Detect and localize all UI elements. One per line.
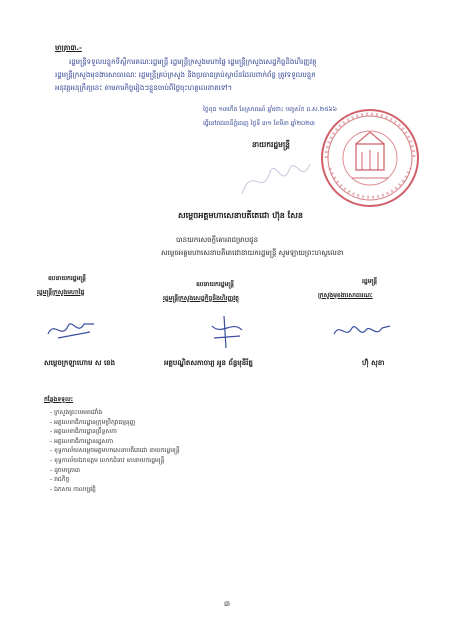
- cosigner-1-rank: ឧបនាយករដ្ឋមន្ត្រី: [48, 275, 86, 282]
- cc-list: [50, 408, 180, 494]
- page-number: ៣: [224, 600, 230, 608]
- cosigner-2-name: អគ្គបណ្ឌិតសភាចារ្យ អូន ព័ន្ធមុនីរ័ត្ន: [164, 359, 253, 367]
- solar-date: ធ្វើនៅរាជធានីភ្នំពេញ ថ្ងៃទី ៣១ ខែមីនា ឆ្នាំ២០២៣: [203, 120, 315, 127]
- lunar-date: ថ្ងៃពុធ ១៣កើត ខែស្រាពណ៍ ឆ្នាំថោះ បញ្ចស័ក ព.ស.២៥៦៦: [203, 106, 337, 113]
- article-body-line-3: អនុវត្តអនុក្រឹត្យនេះ តាមភារកិច្ចរៀងៗខ្លួនចាប់ពីថ្ងៃចុះហត្ថលេខាតទៅ។: [55, 84, 233, 92]
- cosigner-1-signature: [44, 316, 104, 344]
- cc-item: - រាជកិច្ច: [50, 476, 70, 484]
- cc-item: - អគ្គលេខាធិការដ្ឋានព្រឹទ្ធសភា: [50, 428, 117, 436]
- cosigner-3-rank: រដ្ឋមន្ត្រី: [362, 278, 378, 285]
- cosigner-2-signature: [204, 314, 250, 350]
- cosigner-3-name: ហ៊ុំ សុខា: [362, 359, 385, 367]
- submission-line-1: បានយកសេចក្តីគោរពជម្រាបជូន: [176, 236, 259, 244]
- cc-item: - អគ្គលេខាធិការដ្ឋានក្រុមប្រឹក្សាធម្មនុញ្ញ: [50, 418, 136, 426]
- article-body-line-1: រដ្ឋមន្ត្រីទទួលបន្ទុកទីស្តីការគណៈរដ្ឋមន្ត្រី រដ្ឋមន្ត្រីក្រសួងមហាផ្ទៃ រដ្ឋមន្ត្រីក្រសួងសេដ្ឋកិច្ចនិងហិរញ្ញវត្ថុ: [69, 58, 317, 66]
- pm-signature: [236, 154, 318, 204]
- article-body-line-2: រដ្ឋមន្ត្រីក្រសួងមុខងារសាធារណៈ រដ្ឋមន្ត្រីគ្រប់ក្រសួង និងប្រធានគ្រប់ស្ថាប័នដែលពាក់ព័ន្ធ ត្រូវទទួលបន្ទុក: [55, 71, 316, 79]
- cosigner-3-signature: [330, 318, 396, 344]
- cosigner-1-name: សម្តេចក្រឡាហោម ស ខេង: [44, 359, 116, 367]
- cc-item: - ដូចមាត្រា៣: [50, 466, 81, 474]
- cosigner-1-ministry: រដ្ឋមន្ត្រីក្រសួងមហាផ្ទៃ: [37, 289, 85, 296]
- article-heading: មាត្រា៣.-: [55, 44, 82, 52]
- cc-heading: កន្លែងទទួល:: [44, 396, 74, 403]
- signatory-name: សម្តេចអគ្គមហាសេនាបតីតេជោ ហ៊ុន សែន: [178, 211, 303, 220]
- cc-item: - អគ្គលេខាធិការដ្ឋានរដ្ឋសភា: [50, 437, 114, 445]
- cc-item: - ឯកសារ កាលប្បវត្តិ: [50, 485, 96, 493]
- cc-item: - ខុទ្ទកាល័យសម្តេចអគ្គមហាសេនាបតីតេជោ នាយករដ្ឋមន្ត្រី: [50, 447, 180, 455]
- cosigner-3-ministry: ក្រសួងមុខងារសាធារណៈ: [318, 292, 373, 299]
- submission-line-2: សម្តេចអគ្គមហាសេនាបតីតេជោនាយករដ្ឋមន្ត្រី សូមឡាយព្រះហស្ថលេខា: [161, 249, 344, 257]
- cosigner-2-ministry: រដ្ឋមន្ត្រីក្រសួងសេដ្ឋកិច្ចនិងហិរញ្ញវត្ថុ: [163, 295, 239, 302]
- official-seal: [318, 106, 422, 210]
- cc-item: - ក្រសួងព្រះបរមរាជវាំង: [50, 409, 103, 416]
- cc-item: - ខុទ្ទកាល័យឯកឧត្តម លោកជំទាវ ឧបនាយករដ្ឋមន្ត្រី: [50, 456, 165, 464]
- cosigner-2-rank: ឧបនាយករដ្ឋមន្ត្រី: [196, 281, 234, 288]
- signatory-title: នាយករដ្ឋមន្ត្រី: [252, 140, 290, 149]
